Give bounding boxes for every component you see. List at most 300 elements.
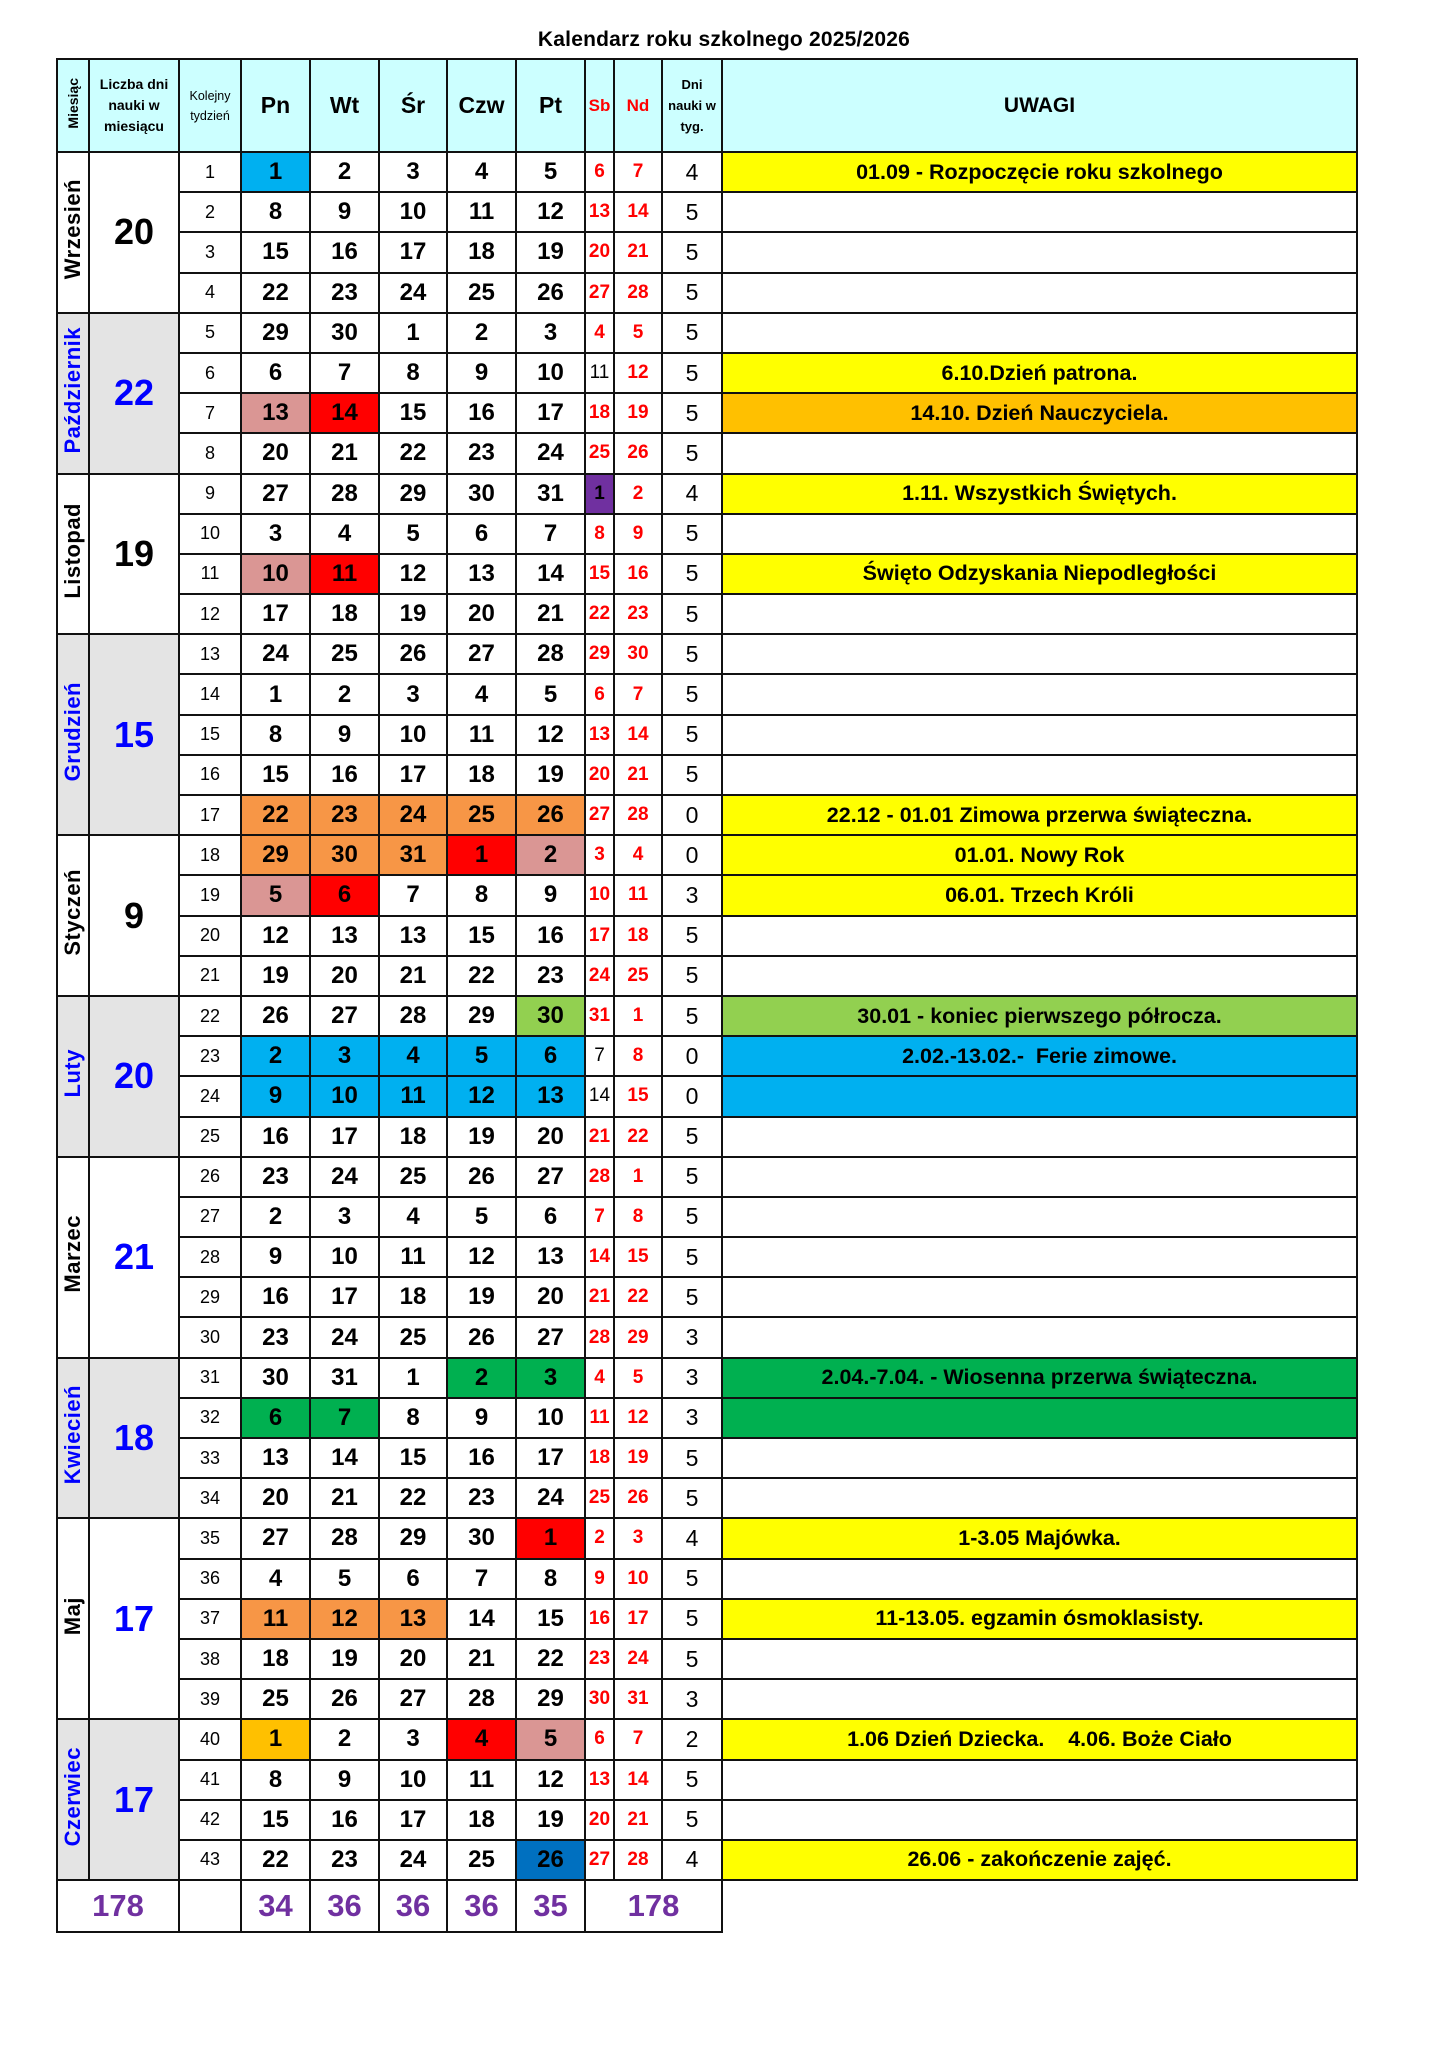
day-pn: 5 <box>241 875 310 915</box>
day-pt: 29 <box>516 1679 585 1719</box>
day-nd: 5 <box>614 313 662 353</box>
days-in-week: 3 <box>662 875 722 915</box>
days-in-week: 3 <box>662 1398 722 1438</box>
note-cell: 2.02.-13.02.- Ferie zimowe. <box>722 1036 1357 1076</box>
header-pt: Pt <box>516 59 585 152</box>
week-number: 9 <box>179 474 241 514</box>
day-sr: 4 <box>379 1197 447 1237</box>
day-sb: 8 <box>585 514 614 554</box>
week-number: 7 <box>179 393 241 433</box>
days-in-week: 5 <box>662 996 722 1036</box>
week-number: 2 <box>179 192 241 232</box>
day-nd: 21 <box>614 232 662 272</box>
day-pn: 29 <box>241 313 310 353</box>
note-cell <box>722 916 1357 956</box>
week-row <box>57 433 1357 473</box>
note-cell <box>722 1076 1357 1116</box>
day-sb: 14 <box>585 1237 614 1277</box>
day-sb: 18 <box>585 393 614 433</box>
day-pn: 29 <box>241 835 310 875</box>
day-nd: 4 <box>614 835 662 875</box>
day-czw: 5 <box>447 1197 516 1237</box>
day-pt: 17 <box>516 1438 585 1478</box>
day-pt: 27 <box>516 1157 585 1197</box>
day-pn: 9 <box>241 1076 310 1116</box>
day-nd: 12 <box>614 1398 662 1438</box>
note-cell <box>722 273 1357 313</box>
header-sb: Sb <box>585 59 614 152</box>
day-sb: 21 <box>585 1117 614 1157</box>
week-number: 36 <box>179 1559 241 1599</box>
day-sr: 21 <box>379 956 447 996</box>
note-cell <box>722 1760 1357 1800</box>
week-number: 31 <box>179 1358 241 1398</box>
day-wt: 28 <box>310 1518 379 1558</box>
day-sb: 14 <box>585 1076 614 1116</box>
day-wt: 5 <box>310 1559 379 1599</box>
week-number: 13 <box>179 634 241 674</box>
day-czw: 13 <box>447 554 516 594</box>
day-sr: 26 <box>379 634 447 674</box>
day-pn: 25 <box>241 1679 310 1719</box>
header-days-in-month: Liczba dni nauki w miesiącu <box>89 59 179 152</box>
days-in-week: 5 <box>662 1559 722 1599</box>
day-sr: 13 <box>379 1599 447 1639</box>
week-number: 19 <box>179 875 241 915</box>
day-sb: 17 <box>585 916 614 956</box>
day-pn: 1 <box>241 152 310 192</box>
day-sr: 18 <box>379 1117 447 1157</box>
day-czw: 30 <box>447 474 516 514</box>
day-nd: 11 <box>614 875 662 915</box>
day-sr: 13 <box>379 916 447 956</box>
day-sb: 1 <box>585 474 614 514</box>
day-sr: 29 <box>379 474 447 514</box>
day-pt: 19 <box>516 1800 585 1840</box>
note-cell <box>722 674 1357 714</box>
note-cell: 01.01. Nowy Rok <box>722 835 1357 875</box>
day-sr: 24 <box>379 795 447 835</box>
day-pn: 27 <box>241 474 310 514</box>
day-pt: 6 <box>516 1197 585 1237</box>
month-name-cell <box>57 634 89 835</box>
day-nd: 15 <box>614 1076 662 1116</box>
day-nd: 5 <box>614 1358 662 1398</box>
day-pn: 22 <box>241 795 310 835</box>
month-name-cell <box>57 835 89 996</box>
day-pn: 3 <box>241 514 310 554</box>
note-cell <box>722 313 1357 353</box>
day-nd: 8 <box>614 1197 662 1237</box>
week-row <box>57 674 1357 714</box>
day-pt: 10 <box>516 353 585 393</box>
month-days-count: 9 <box>89 835 179 996</box>
day-pt: 7 <box>516 514 585 554</box>
week-number: 42 <box>179 1800 241 1840</box>
day-nd: 8 <box>614 1036 662 1076</box>
week-row <box>57 1237 1357 1277</box>
day-pn: 8 <box>241 1760 310 1800</box>
week-row <box>57 1076 1357 1116</box>
day-wt: 24 <box>310 1157 379 1197</box>
day-pn: 8 <box>241 715 310 755</box>
day-pt: 12 <box>516 192 585 232</box>
day-czw: 19 <box>447 1277 516 1317</box>
day-pt: 6 <box>516 1036 585 1076</box>
day-czw: 12 <box>447 1237 516 1277</box>
day-pt: 26 <box>516 795 585 835</box>
total-empty <box>179 1880 241 1932</box>
day-czw: 30 <box>447 1518 516 1558</box>
day-pn: 9 <box>241 1237 310 1277</box>
day-wt: 10 <box>310 1237 379 1277</box>
day-nd: 3 <box>614 1518 662 1558</box>
header-row <box>57 59 1357 152</box>
day-wt: 16 <box>310 1800 379 1840</box>
day-sb: 15 <box>585 554 614 594</box>
month-name-cell <box>57 1719 89 1880</box>
day-sb: 9 <box>585 1559 614 1599</box>
total-pn: 34 <box>241 1880 310 1932</box>
day-sr: 10 <box>379 715 447 755</box>
day-nd: 1 <box>614 1157 662 1197</box>
header-nd: Nd <box>614 59 662 152</box>
day-sb: 24 <box>585 956 614 996</box>
day-pt: 23 <box>516 956 585 996</box>
month-name-cell <box>57 152 89 313</box>
day-czw: 2 <box>447 313 516 353</box>
month-name-cell <box>57 474 89 635</box>
day-czw: 9 <box>447 353 516 393</box>
week-row <box>57 1036 1357 1076</box>
day-pt: 5 <box>516 1719 585 1759</box>
days-in-week: 3 <box>662 1317 722 1357</box>
note-cell <box>722 1117 1357 1157</box>
note-cell: 14.10. Dzień Nauczyciela. <box>722 393 1357 433</box>
day-pt: 5 <box>516 674 585 714</box>
day-nd: 19 <box>614 1438 662 1478</box>
day-pt: 24 <box>516 1478 585 1518</box>
day-czw: 6 <box>447 514 516 554</box>
day-sb: 31 <box>585 996 614 1036</box>
week-number: 37 <box>179 1599 241 1639</box>
day-czw: 8 <box>447 875 516 915</box>
days-in-week: 5 <box>662 1117 722 1157</box>
day-czw: 23 <box>447 1478 516 1518</box>
days-in-week: 0 <box>662 1076 722 1116</box>
day-pn: 19 <box>241 956 310 996</box>
week-number: 27 <box>179 1197 241 1237</box>
week-row <box>57 1840 1357 1880</box>
day-wt: 14 <box>310 393 379 433</box>
day-sb: 27 <box>585 1840 614 1880</box>
day-pt: 3 <box>516 313 585 353</box>
week-number: 20 <box>179 916 241 956</box>
note-cell <box>722 755 1357 795</box>
month-name-cell <box>57 313 89 474</box>
day-nd: 9 <box>614 514 662 554</box>
week-row <box>57 393 1357 433</box>
day-pt: 13 <box>516 1237 585 1277</box>
week-row <box>57 594 1357 634</box>
day-sr: 24 <box>379 1840 447 1880</box>
total-blank <box>722 1880 1357 1932</box>
day-sb: 30 <box>585 1679 614 1719</box>
day-pn: 13 <box>241 393 310 433</box>
day-czw: 14 <box>447 1599 516 1639</box>
day-sb: 23 <box>585 1639 614 1679</box>
day-sb: 10 <box>585 875 614 915</box>
month-days-count: 15 <box>89 634 179 835</box>
day-wt: 2 <box>310 674 379 714</box>
week-number: 18 <box>179 835 241 875</box>
week-row <box>57 1478 1357 1518</box>
day-czw: 26 <box>447 1317 516 1357</box>
header-month-label: Miesiąc <box>64 77 81 129</box>
day-wt: 2 <box>310 152 379 192</box>
page-title: Kalendarz roku szkolnego 2025/2026 <box>537 28 911 51</box>
day-pt: 20 <box>516 1277 585 1317</box>
note-cell <box>722 634 1357 674</box>
day-pn: 13 <box>241 1438 310 1478</box>
days-in-week: 5 <box>662 674 722 714</box>
note-cell: Święto Odzyskania Niepodległości <box>722 554 1357 594</box>
day-sb: 13 <box>585 192 614 232</box>
month-name: Marzec <box>60 1215 85 1293</box>
week-row <box>57 795 1357 835</box>
week-number: 14 <box>179 674 241 714</box>
days-in-week: 5 <box>662 956 722 996</box>
day-nd: 14 <box>614 192 662 232</box>
month-days-count: 17 <box>89 1719 179 1880</box>
day-nd: 14 <box>614 1760 662 1800</box>
day-sb: 4 <box>585 313 614 353</box>
week-row <box>57 1518 1357 1558</box>
day-sr: 20 <box>379 1639 447 1679</box>
days-in-week: 5 <box>662 634 722 674</box>
day-pt: 9 <box>516 875 585 915</box>
day-nd: 10 <box>614 1559 662 1599</box>
day-pt: 5 <box>516 152 585 192</box>
day-czw: 23 <box>447 433 516 473</box>
day-nd: 12 <box>614 353 662 393</box>
day-wt: 21 <box>310 433 379 473</box>
day-sr: 5 <box>379 514 447 554</box>
week-number: 25 <box>179 1117 241 1157</box>
day-nd: 7 <box>614 152 662 192</box>
day-pn: 8 <box>241 192 310 232</box>
days-in-week: 5 <box>662 715 722 755</box>
day-sr: 24 <box>379 273 447 313</box>
week-number: 22 <box>179 996 241 1036</box>
month-name: Grudzień <box>60 682 85 782</box>
note-cell <box>722 1277 1357 1317</box>
day-wt: 23 <box>310 1840 379 1880</box>
day-sr: 15 <box>379 1438 447 1478</box>
month-days-count: 17 <box>89 1518 179 1719</box>
day-wt: 13 <box>310 916 379 956</box>
day-sr: 19 <box>379 594 447 634</box>
day-wt: 25 <box>310 634 379 674</box>
day-wt: 24 <box>310 1317 379 1357</box>
day-czw: 2 <box>447 1358 516 1398</box>
day-wt: 19 <box>310 1639 379 1679</box>
month-name-cell <box>57 1157 89 1358</box>
day-sb: 28 <box>585 1157 614 1197</box>
week-number: 33 <box>179 1438 241 1478</box>
day-wt: 28 <box>310 474 379 514</box>
week-row <box>57 1760 1357 1800</box>
week-row <box>57 1559 1357 1599</box>
week-row <box>57 1358 1357 1398</box>
day-sr: 3 <box>379 1719 447 1759</box>
day-nd: 26 <box>614 433 662 473</box>
note-cell <box>722 1157 1357 1197</box>
day-sr: 3 <box>379 152 447 192</box>
week-row <box>57 1317 1357 1357</box>
week-row <box>57 996 1357 1036</box>
note-cell <box>722 1679 1357 1719</box>
day-czw: 27 <box>447 634 516 674</box>
days-in-week: 5 <box>662 393 722 433</box>
day-sb: 13 <box>585 715 614 755</box>
note-cell <box>722 232 1357 272</box>
day-wt: 7 <box>310 1398 379 1438</box>
day-pt: 24 <box>516 433 585 473</box>
day-czw: 16 <box>447 393 516 433</box>
day-czw: 11 <box>447 1760 516 1800</box>
day-pt: 8 <box>516 1559 585 1599</box>
day-wt: 10 <box>310 1076 379 1116</box>
days-in-week: 5 <box>662 1237 722 1277</box>
week-row <box>57 514 1357 554</box>
day-sr: 3 <box>379 674 447 714</box>
month-days-count: 18 <box>89 1358 179 1519</box>
note-cell <box>722 1197 1357 1237</box>
week-row <box>57 1197 1357 1237</box>
days-in-week: 0 <box>662 795 722 835</box>
days-in-week: 5 <box>662 273 722 313</box>
day-nd: 1 <box>614 996 662 1036</box>
day-pn: 15 <box>241 755 310 795</box>
week-number: 32 <box>179 1398 241 1438</box>
header-pn: Pn <box>241 59 310 152</box>
day-sb: 25 <box>585 433 614 473</box>
day-sb: 27 <box>585 273 614 313</box>
week-row <box>57 554 1357 594</box>
note-cell <box>722 715 1357 755</box>
days-in-week: 2 <box>662 1719 722 1759</box>
day-wt: 3 <box>310 1197 379 1237</box>
day-sr: 22 <box>379 1478 447 1518</box>
week-number: 41 <box>179 1760 241 1800</box>
day-pn: 24 <box>241 634 310 674</box>
day-wt: 17 <box>310 1117 379 1157</box>
week-row <box>57 1599 1357 1639</box>
days-in-week: 5 <box>662 1599 722 1639</box>
week-row <box>57 1639 1357 1679</box>
day-czw: 4 <box>447 152 516 192</box>
day-wt: 20 <box>310 956 379 996</box>
day-nd: 14 <box>614 715 662 755</box>
week-number: 39 <box>179 1679 241 1719</box>
total-pt: 35 <box>516 1880 585 1932</box>
total-week-sum: 178 <box>585 1880 722 1932</box>
week-number: 12 <box>179 594 241 634</box>
week-number: 26 <box>179 1157 241 1197</box>
total-wt: 36 <box>310 1880 379 1932</box>
day-czw: 28 <box>447 1679 516 1719</box>
week-number: 16 <box>179 755 241 795</box>
day-pn: 2 <box>241 1036 310 1076</box>
day-nd: 28 <box>614 795 662 835</box>
day-czw: 5 <box>447 1036 516 1076</box>
day-sr: 1 <box>379 1358 447 1398</box>
header-wt: Wt <box>310 59 379 152</box>
day-sr: 6 <box>379 1559 447 1599</box>
day-wt: 9 <box>310 1760 379 1800</box>
days-in-week: 5 <box>662 1800 722 1840</box>
day-pn: 16 <box>241 1277 310 1317</box>
day-czw: 18 <box>447 232 516 272</box>
week-number: 23 <box>179 1036 241 1076</box>
day-pt: 12 <box>516 715 585 755</box>
month-name: Kwiecień <box>60 1385 85 1485</box>
day-pn: 27 <box>241 1518 310 1558</box>
day-sr: 15 <box>379 393 447 433</box>
day-czw: 9 <box>447 1398 516 1438</box>
week-number: 21 <box>179 956 241 996</box>
day-sb: 6 <box>585 152 614 192</box>
week-row <box>57 1800 1357 1840</box>
week-number: 6 <box>179 353 241 393</box>
week-number: 30 <box>179 1317 241 1357</box>
month-days-count: 22 <box>89 313 179 474</box>
day-sb: 6 <box>585 1719 614 1759</box>
day-wt: 9 <box>310 192 379 232</box>
day-sb: 6 <box>585 674 614 714</box>
month-name: Styczeń <box>60 869 85 956</box>
day-pt: 12 <box>516 1760 585 1800</box>
week-row <box>57 1117 1357 1157</box>
day-pn: 6 <box>241 353 310 393</box>
days-in-week: 5 <box>662 1277 722 1317</box>
day-pt: 16 <box>516 916 585 956</box>
days-in-week: 0 <box>662 1036 722 1076</box>
day-sb: 20 <box>585 1800 614 1840</box>
days-in-week: 5 <box>662 313 722 353</box>
month-name-cell <box>57 1358 89 1519</box>
day-wt: 12 <box>310 1599 379 1639</box>
month-name: Czerwiec <box>60 1746 85 1847</box>
day-sr: 27 <box>379 1679 447 1719</box>
day-czw: 11 <box>447 715 516 755</box>
day-nd: 21 <box>614 755 662 795</box>
day-wt: 31 <box>310 1358 379 1398</box>
note-cell: 6.10.Dzień patrona. <box>722 353 1357 393</box>
days-in-week: 4 <box>662 1840 722 1880</box>
day-wt: 16 <box>310 755 379 795</box>
day-sr: 8 <box>379 353 447 393</box>
day-nd: 23 <box>614 594 662 634</box>
day-pn: 26 <box>241 996 310 1036</box>
note-cell: 2.04.-7.04. - Wiosenna przerwa świąteczna. <box>722 1358 1357 1398</box>
day-czw: 20 <box>447 594 516 634</box>
day-pn: 20 <box>241 1478 310 1518</box>
day-czw: 22 <box>447 956 516 996</box>
day-wt: 16 <box>310 232 379 272</box>
day-sb: 11 <box>585 1398 614 1438</box>
